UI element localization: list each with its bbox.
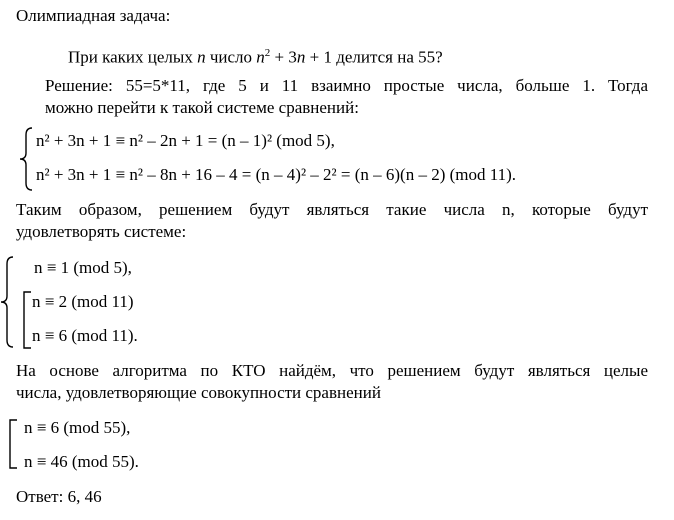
crt-line-2: числа, удовлетворяющие совокупности сравнений	[16, 383, 381, 402]
answer: Ответ: 6, 46	[16, 487, 102, 506]
curly-brace-system-2	[0, 256, 14, 348]
system3-eq2: n ≡ 46 (mod 55).	[24, 452, 139, 471]
problem-expr-n: n	[256, 47, 265, 67]
crt-line-1: На основе алгоритма по КТО найдём, что решением будут являться целые	[16, 361, 648, 380]
curly-brace-system-1	[18, 127, 34, 191]
solution-line-2: можно перейти к такой системе сравнений:	[45, 98, 359, 117]
system3-eq1: n ≡ 6 (mod 55),	[24, 418, 131, 437]
square-bracket-system-3	[8, 419, 18, 469]
system1-eq1: n² + 3n + 1 ≡ n² – 2n + 1 = (n – 1)² (mod 5),	[36, 131, 335, 150]
solution-line-1: Решение: 55=5*11, где 5 и 11 взаимно простые числа, больше 1. Тогда	[45, 76, 648, 95]
problem-var-n: n	[197, 47, 206, 67]
problem-statement	[68, 43, 443, 68]
thus-line-1: Таким образом, решением будут являться такие числа n, которые будут	[16, 200, 648, 219]
problem-suffix: + 1 делится на 55?	[305, 47, 443, 67]
problem-var-n-b: n	[296, 47, 306, 67]
problem-middle1: число	[205, 47, 257, 67]
problem-middle2: + 3	[270, 47, 297, 67]
problem-sup: 2	[264, 47, 271, 59]
system2-eq1: n ≡ 1 (mod 5),	[34, 258, 132, 277]
square-bracket-system-2	[22, 291, 32, 349]
problem-prefix: При каких целых	[68, 47, 198, 67]
heading: Олимпиадная задача:	[16, 6, 171, 25]
system2-eq2: n ≡ 2 (mod 11)	[32, 292, 134, 311]
thus-line-2: удовлетворять системе:	[16, 222, 187, 241]
system1-eq2: n² + 3n + 1 ≡ n² – 8n + 16 – 4 = (n – 4)² – 2² = (n – 6)(n – 2) (mod 11).	[36, 165, 517, 184]
system2-eq3: n ≡ 6 (mod 11).	[32, 326, 138, 345]
